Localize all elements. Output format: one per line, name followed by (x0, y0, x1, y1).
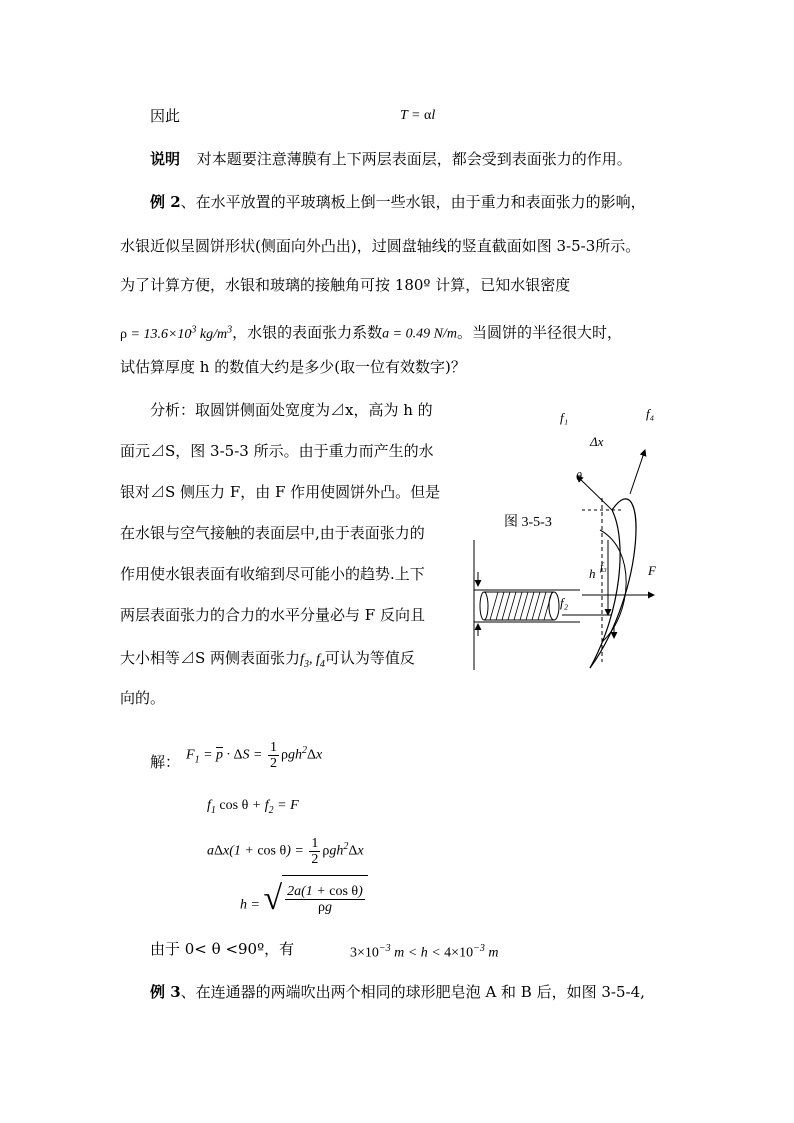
therefore-word: 因此 (150, 107, 181, 125)
note-label: 说明 (150, 150, 181, 168)
cylinder-hatching (490, 592, 552, 620)
example2-label: 例 2 (150, 193, 181, 211)
force-f4-arrow (630, 450, 645, 494)
therefore-line (150, 106, 180, 126)
example2-line4: $\rho = 13.6\times 10^3$ $kg/m^3$，水银的表面张力系数a = 0.49 N/m。当圆饼的半径很大时， (120, 323, 622, 342)
label-dx: Δx (590, 434, 604, 449)
example2-line1: 例 2、在水平放置的平玻璃板上倒一些水银，由于重力和表面张力的影响， (150, 193, 646, 211)
example3-label: 例 3 (150, 983, 181, 1001)
label-F: F (648, 563, 656, 578)
solution-label: 解： (150, 753, 181, 771)
label-h: h (589, 566, 596, 581)
cylinder-left-end (480, 592, 488, 620)
force-f1-arrow (577, 476, 612, 510)
example3-line (150, 982, 645, 1002)
note-paragraph (150, 149, 632, 169)
example3-text: 、在连通器的两端吹出两个相同的球形肥皂泡 A 和 B 后，如图 3-5-4, (180, 983, 645, 1001)
analysis-line8: 向的。 (120, 689, 166, 707)
f3-f4-symbols: $f_3$, $f_4$ (300, 652, 325, 670)
mercury-side-outer (590, 499, 636, 668)
label-f4: f₄ (646, 406, 655, 421)
note-text: 对本题要注意薄膜有上下两层表面层，都会受到表面张力的作用。 (196, 150, 632, 168)
analysis-line7: 大小相等⊿S 两侧表面张力$f_3$, $f_4$可认为等值反 (120, 649, 415, 670)
example2-line5: 试估算厚度 h 的数值大约是多少(取一位有效数字)？ (120, 358, 466, 376)
analysis-line1: 分析：取圆饼侧面处宽度为⊿x，高为 h 的 (150, 401, 433, 419)
formula-T: T = αl (400, 108, 436, 123)
analysis-line2: 面元⊿S，图 3-5-3 所示。由于重力而产生的水 (120, 442, 434, 460)
analysis-line3: 银对⊿S 侧压力 F，由 F 作用使圆饼外凸。但是 (120, 483, 441, 501)
equation-tension: aΔx(1 + cos θ) = $\frac{1}{2}$ ρgh$^2$Δx (207, 835, 364, 867)
example2-line3: 为了计算方便，水银和玻璃的接触角可按 180º 计算，已知水银密度 (120, 276, 571, 294)
label-theta: θ (576, 469, 582, 483)
analysis-line4: 在水银与空气接触的表面层中,由于表面张力的 (120, 524, 425, 542)
label-f3: f₃ (600, 561, 607, 573)
label-f1: f₁ (560, 410, 569, 425)
density-formula: $\rho = 13.6\times 10^3$ $kg/m^3$ (120, 324, 233, 342)
analysis-line5: 作用使水银表面有收缩到尽可能小的趋势.上下 (120, 565, 425, 583)
equation-h: h = √ $\frac{\text{2a(1 + cos θ)}}{\rho g}$ (240, 875, 368, 928)
result-range: $3\times 10^{-3}$ $m < h < 4\times 10^{-3}$ m (350, 943, 499, 961)
tension-coefficient-formula: a = 0.49 N/m (382, 326, 457, 342)
equation-F1: $F_1 = \overline{p} \cdot \Delta S$ = $\frac{1}{2}$ ρgh$^2$Δx (186, 739, 323, 771)
analysis-line6: 两层表面张力的合力的水平分量必与 F 反向且 (120, 606, 425, 624)
equation-balance: $f_1$ $\cos \theta + f_2 = F$ (207, 798, 299, 816)
figure-caption: 图 3-5-3 (504, 515, 552, 530)
example2-line2: 水银近似呈圆饼形状(侧面向外凸出)，过圆盘轴线的竖直截面如图 3-5-3所示。 (120, 237, 641, 255)
figure-3-5-3 (462, 400, 672, 680)
label-f2: f₂ (560, 595, 569, 610)
conclusion-line: 由于 0< θ <90º，有 (150, 940, 295, 958)
